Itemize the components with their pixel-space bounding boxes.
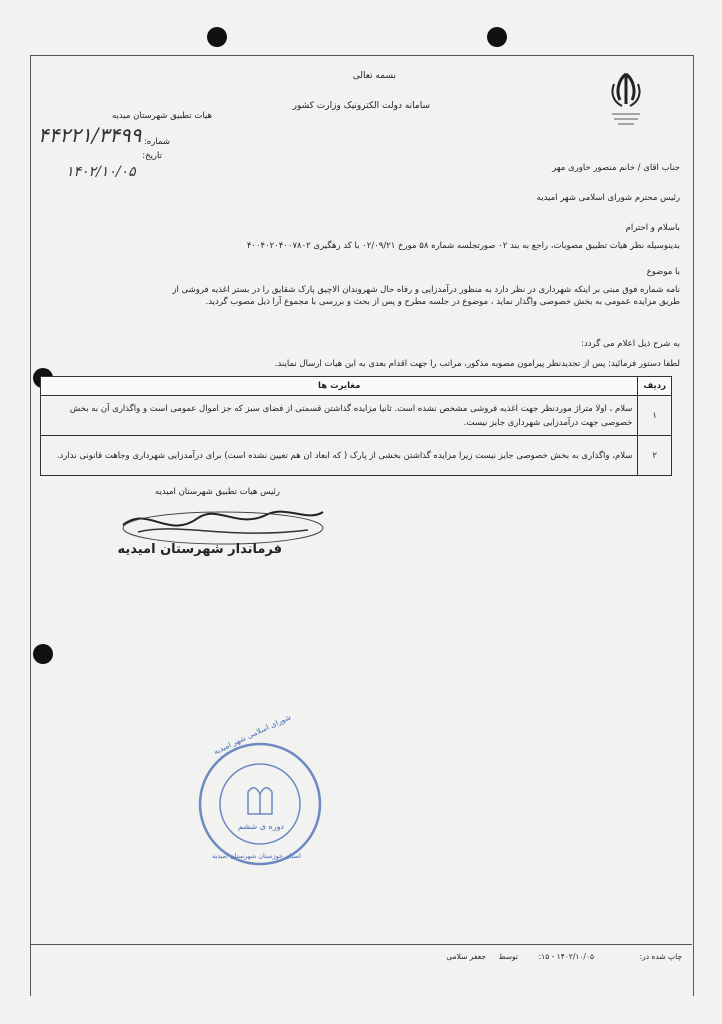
- column-header-issues: مغایرت ها: [41, 377, 638, 396]
- row-text: سلام، واگذاری به بخش خصوصی جایز نیست زیرا مزایده گذاشتن بخشی از پارک ( که ابعاد ان هم تعیین نشده است) برای درآمدزایی شهرداری وجاهت قانونی ندارد.: [41, 436, 638, 476]
- row-number: ۲: [638, 436, 672, 476]
- printed-at-value: ۱۴۰۲/۱۰/۰۵ - ۱۵:: [538, 952, 594, 961]
- punch-hole: [207, 27, 227, 47]
- seal-bottom-text: استان خوزستان شهرستان امیدیه: [212, 852, 301, 860]
- discrepancy-table: [40, 376, 672, 476]
- letter-date-label: تاریخ:: [142, 151, 162, 161]
- system-title: سامانه دولت الکترونیک وزارت کشور: [292, 101, 430, 111]
- greeting: باسلام و احترام: [625, 223, 680, 233]
- row-number: ۱: [638, 396, 672, 436]
- letter-number-label: شماره:: [143, 137, 170, 147]
- footer-rule: [30, 944, 692, 945]
- subject-text: طریق مزایده عمومی به بخش خصوصی واگذار نماید ، موضوع در جلسه مطرح و پس از بحث و بررسی با مجموع آرا ذیل مصوب گردید.: [205, 297, 680, 307]
- table-header-row: [41, 377, 672, 396]
- instruction-text: لطفا دستور فرمائید: پس از تجدیدنظر پیرامون مصوبه مذکور، مراتب را جهت اقدام بعدی به این هیات ارسال نمایند.: [274, 359, 680, 369]
- governor-stamp-text: فرماندار شهرستان امیدیه: [117, 542, 282, 557]
- subject-label: با موضوع: [646, 267, 680, 277]
- recipient-name: جناب اقای / خانم منصور خاوری مهر: [552, 163, 680, 173]
- signatory-title: رئیس هیات تطبیق شهرستان امیدیه: [155, 487, 280, 497]
- row-text: سلام ، اولا متراژ موردنظر جهت اغذیه فروشی مشخص نشده است. ثانیا مزایده گذاشتن قسمتی از فضای سبز که جز اموال عمومی است و واگذاری آن به بخش خصوصی جهت درآمدزایی شهرداری جایز نیست.: [41, 396, 638, 436]
- table-row: [41, 396, 672, 436]
- letter-number: ۴۴۲۲۱/۳۴۹۹: [38, 123, 142, 147]
- iran-emblem-icon: [608, 70, 644, 130]
- bismillah: بسمه تعالی: [352, 71, 396, 81]
- letter-date: ۱۴۰۲/۱۰/۰۵: [66, 164, 136, 180]
- seal-inner-text: دوره ی ششم: [238, 822, 284, 831]
- announce-text: به شرح ذیل اعلام می گردد:: [581, 339, 680, 349]
- subject-text: نامه شماره فوق مبنی بر اینکه شهرداری در نظر دارد به منظور درآمدزایی و رفاه حال شهروندان الاچیق پارک شقایق را در بستر اغذیه فروشی از: [172, 285, 680, 295]
- recipient-title: رئیس محترم شورای اسلامی شهر امیدیه: [536, 193, 680, 203]
- seal-outer-text: شورای اسلامی شهر امیدیه: [212, 712, 293, 757]
- table-row: [41, 436, 672, 476]
- punch-hole: [487, 27, 507, 47]
- council-seal: [196, 740, 324, 868]
- intro-text: بدینوسیله نظر هیات تطبیق مصوبات، راجع به بند ۰۲ صورتجلسه شماره ۵۸ مورخ ۰۲/۰۹/۲۱ با کد رهگیری ۴۰۰۴۰۲۰۴۰۰۷۸۰۲: [246, 241, 680, 251]
- printed-by-label: توسط: [498, 952, 518, 961]
- printed-by-value: جعفر سلامی: [446, 952, 486, 961]
- board-title: هیات تطبیق شهرستان میدیه: [111, 111, 212, 121]
- printed-at-label: چاپ شده در:: [639, 952, 682, 961]
- column-header-row-number: ردیف: [638, 377, 672, 396]
